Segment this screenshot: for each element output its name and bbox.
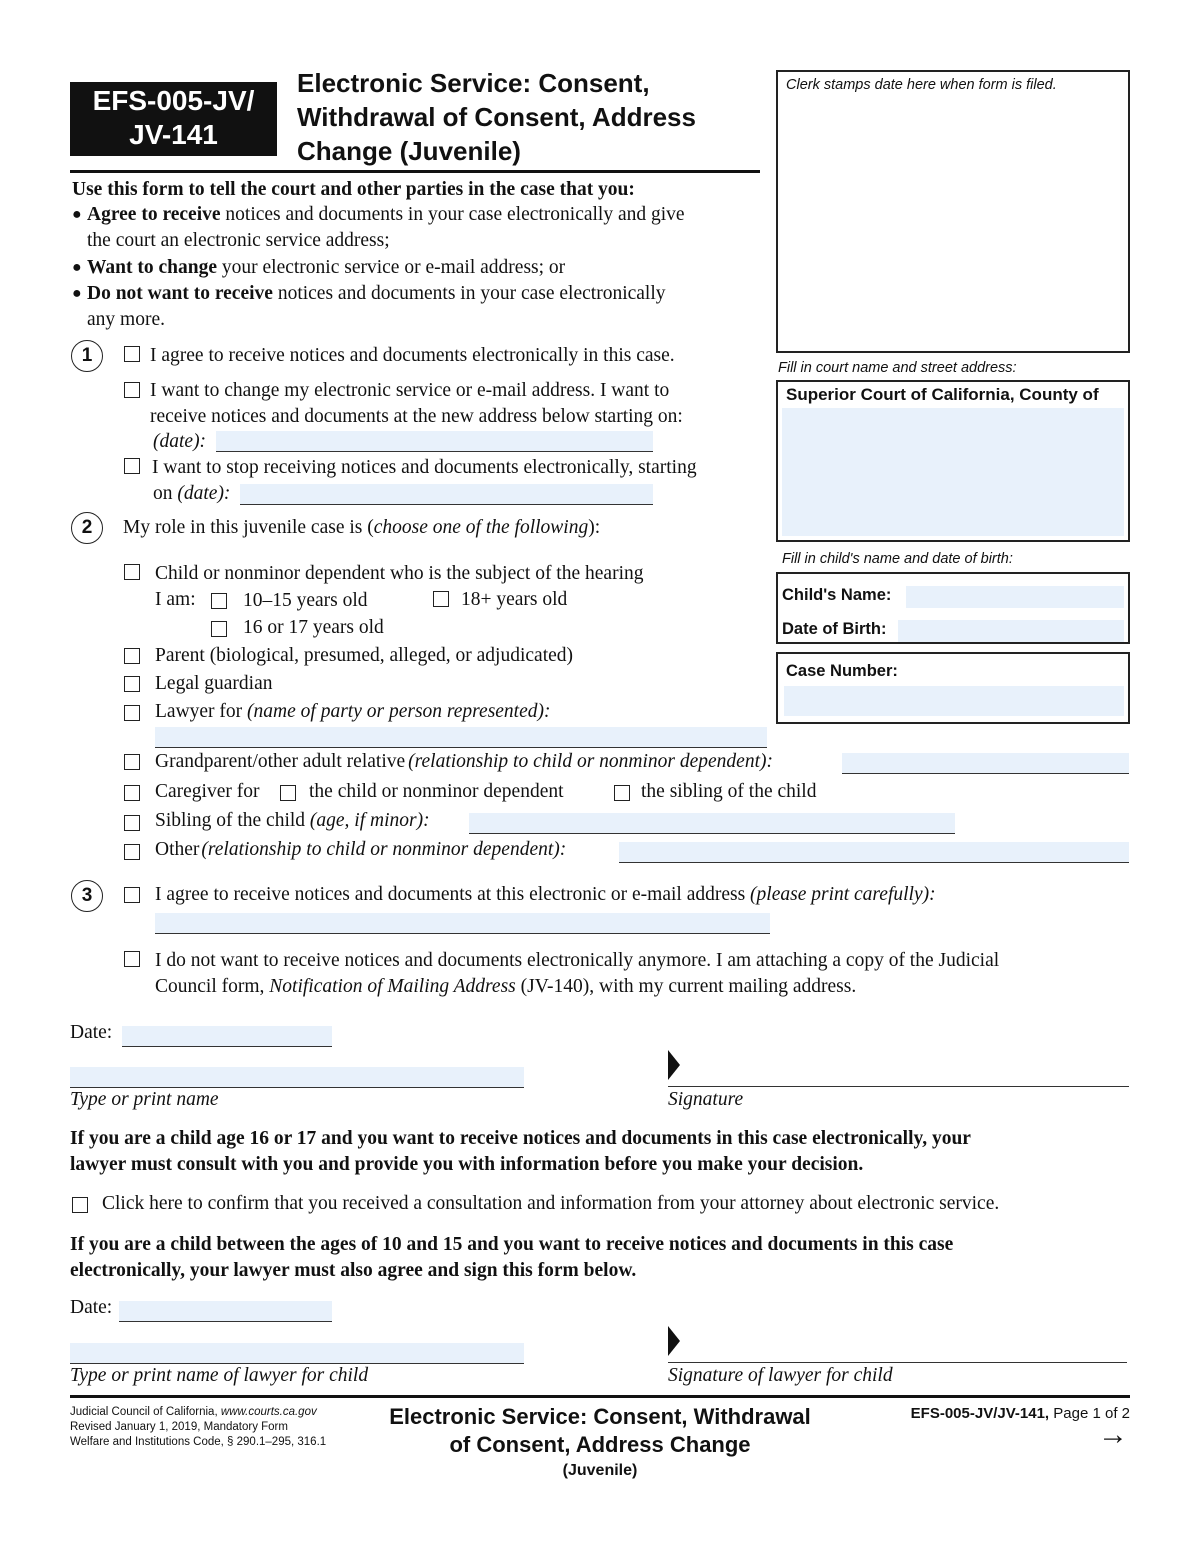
age-18-label: 18+ years old xyxy=(461,589,568,610)
intro-bullet-3 xyxy=(87,281,666,307)
lawyer-party-field[interactable] xyxy=(155,727,767,748)
child-dob-field[interactable] xyxy=(898,620,1124,642)
checkbox-agree-email[interactable] xyxy=(124,887,140,903)
footer-publisher: Judicial Council of California, xyxy=(70,1406,221,1418)
form-number-line1: EFS-005-JV/ xyxy=(92,85,255,116)
role-prompt-i: choose one of the following xyxy=(373,517,589,538)
footer-left xyxy=(70,1405,326,1450)
footer-page-number: Page 1 of 2 xyxy=(1049,1405,1130,1422)
footer-left-line2: Revised January 1, 2019, Mandatory Form xyxy=(70,1421,288,1433)
footer-left-line3: Welfare and Institutions Code, § 290.1–295, 316.1 xyxy=(70,1436,327,1448)
child-name-field[interactable] xyxy=(906,586,1124,608)
role-prompt xyxy=(123,515,600,541)
intro-b2-rest: your electronic service or e-mail address; or xyxy=(217,257,566,278)
footer-title-line3: (Juvenile) xyxy=(562,1462,638,1479)
opt-change-address-line1: I want to change my electronic service or e-mail address. I want to xyxy=(150,380,670,401)
intro-b3-bold: Do not want to receive xyxy=(87,283,273,304)
child-dob-label: Date of Birth: xyxy=(782,620,887,638)
other-relationship-field[interactable] xyxy=(619,842,1129,863)
opt-stop-line2 xyxy=(153,481,230,507)
notice-16-17-line2: lawyer must consult with you and provide you with information before you make your decision. xyxy=(70,1154,864,1175)
role-lawyer-italic: (name of party or person represented): xyxy=(247,701,551,722)
court-heading: Superior Court of California, County of xyxy=(786,385,1099,404)
signature-label: Signature xyxy=(668,1089,744,1110)
item-1-number: 1 xyxy=(71,340,103,372)
form-title xyxy=(297,66,696,168)
form-title-line3: Change (Juvenile) xyxy=(297,136,521,166)
notice-10-15-line2: electronically, your lawyer must also agree and sign this form below. xyxy=(70,1260,637,1281)
form-title-line2: Withdrawal of Consent, Address xyxy=(297,102,696,132)
print-name-field[interactable] xyxy=(70,1067,524,1088)
confirm-consultation-label: Click here to confirm that you received a consultation and information from your attorney about electronic service. xyxy=(102,1193,1000,1214)
no-electronic-line1: I do not want to receive notices and documents electronically anymore. I am attaching a copy of the Judicial xyxy=(155,950,1000,971)
date-field-2[interactable] xyxy=(119,1301,332,1322)
intro-b2-bold: Want to change xyxy=(87,257,218,278)
child-caption: Fill in child's name and date of birth: xyxy=(782,551,1013,567)
role-sibling-italic: (age, if minor): xyxy=(309,810,430,831)
footer-website: www.courts.ca.gov xyxy=(220,1406,317,1418)
intro-b3-rest: notices and documents in your case electronically xyxy=(272,283,666,304)
role-sibling-label xyxy=(155,808,430,834)
clerk-stamp-box xyxy=(776,70,1130,353)
court-caption: Fill in court name and street address: xyxy=(778,360,1017,376)
checkbox-agree-electronic[interactable] xyxy=(124,346,140,362)
role-grandparent-italic: (relationship to child or nonminor dependent): xyxy=(408,751,773,772)
date-label-1: Date: xyxy=(70,1022,113,1043)
intro-bullet-1-line2: the court an electronic service address; xyxy=(87,230,390,251)
notice-16-17-line1: If you are a child age 16 or 17 and you want to receive notices and documents in this case electronically, your xyxy=(70,1128,971,1149)
checkbox-role-child[interactable] xyxy=(124,564,140,580)
no-electronic-line2a: Council form, xyxy=(155,976,270,997)
lawyer-signature-arrow-icon xyxy=(668,1326,680,1356)
change-date-label: (date): xyxy=(153,431,207,452)
checkbox-stop-electronic[interactable] xyxy=(124,458,140,474)
print-name-label: Type or print name xyxy=(70,1089,219,1110)
checkbox-confirm-consultation[interactable] xyxy=(72,1197,88,1213)
email-address-field[interactable] xyxy=(155,913,770,934)
agree-email-label xyxy=(155,882,936,908)
opt-stop-line1: I want to stop receiving notices and documents electronically, starting xyxy=(152,457,697,478)
role-prompt-a: My role in this juvenile case is ( xyxy=(123,517,374,538)
checkbox-role-lawyer[interactable] xyxy=(124,705,140,721)
grandparent-relationship-field[interactable] xyxy=(842,753,1129,774)
child-box xyxy=(776,572,1130,644)
sibling-age-field[interactable] xyxy=(469,813,955,834)
stop-date-field[interactable] xyxy=(240,484,653,505)
stop-date-label: (date): xyxy=(177,483,231,504)
role-parent-label: Parent (biological, presumed, alleged, or adjudicated) xyxy=(155,645,574,666)
agree-email-text: I agree to receive notices and documents at this electronic or e-mail address xyxy=(155,884,751,905)
signature-arrow-icon xyxy=(668,1050,680,1080)
bullet-1: ● xyxy=(72,206,82,223)
intro-bullet-2 xyxy=(87,255,565,281)
no-electronic-form-name: Notification of Mailing Address xyxy=(269,976,516,997)
lawyer-signature-label: Signature of lawyer for child xyxy=(668,1365,893,1386)
header-rule xyxy=(70,170,760,173)
bullet-3: ● xyxy=(72,285,82,302)
checkbox-role-guardian[interactable] xyxy=(124,676,140,692)
form-title-line1: Electronic Service: Consent, xyxy=(297,68,650,98)
case-number-field[interactable] xyxy=(784,686,1124,716)
case-number-label: Case Number: xyxy=(786,662,898,680)
i-am-label: I am: xyxy=(155,589,196,610)
footer-title-line2: of Consent, Address Change xyxy=(449,1432,751,1457)
item-3-number: 3 xyxy=(71,880,103,912)
change-date-field[interactable] xyxy=(216,431,653,452)
intro-bullet-3-line2: any more. xyxy=(87,309,165,330)
court-box xyxy=(776,380,1130,542)
checkbox-role-grandparent[interactable] xyxy=(124,754,140,770)
role-other-italic: (relationship to child or nonminor dependent): xyxy=(201,839,567,860)
checkbox-role-parent[interactable] xyxy=(124,648,140,664)
opt-stop-on: on xyxy=(153,483,178,504)
footer-rule xyxy=(70,1395,1130,1398)
role-child-label: Child or nonminor dependent who is the subject of the hearing xyxy=(155,563,644,584)
checkbox-role-other[interactable] xyxy=(124,844,140,860)
age-16-17-label: 16 or 17 years old xyxy=(243,617,384,638)
no-electronic-line2 xyxy=(155,974,856,1000)
checkbox-age-10-15[interactable] xyxy=(211,593,227,609)
lawyer-name-field[interactable] xyxy=(70,1343,524,1364)
intro-b1-bold: Agree to receive xyxy=(87,204,221,225)
notice-10-15-line1: If you are a child between the ages of 10 and 15 and you want to receive notices and documents in this case xyxy=(70,1234,954,1255)
role-caregiver-label: Caregiver for xyxy=(155,781,260,802)
role-prompt-b: ): xyxy=(588,517,601,538)
item-2-number: 2 xyxy=(71,512,103,544)
footer-left-line1 xyxy=(70,1405,326,1420)
no-electronic-line2b: (JV-140), with my current mailing address. xyxy=(515,976,857,997)
role-lawyer-label xyxy=(155,699,551,725)
footer-title xyxy=(360,1403,840,1483)
date-field-1[interactable] xyxy=(122,1026,332,1047)
child-name-label: Child's Name: xyxy=(782,586,892,604)
caregiver-sibling-label: the sibling of the child xyxy=(641,781,817,802)
checkbox-caregiver-child[interactable] xyxy=(280,785,296,801)
court-name-field[interactable] xyxy=(782,408,1124,536)
checkbox-caregiver-sibling[interactable] xyxy=(614,785,630,801)
checkbox-no-electronic[interactable] xyxy=(124,951,140,967)
bullet-2: ● xyxy=(72,259,82,276)
age-10-15-label: 10–15 years old xyxy=(243,590,368,611)
role-sibling-text: Sibling of the child xyxy=(155,810,310,831)
role-lawyer-text: Lawyer for xyxy=(155,701,248,722)
case-number-box xyxy=(776,652,1130,724)
caregiver-child-label: the child or nonminor dependent xyxy=(309,781,564,802)
role-other-text: Other xyxy=(155,839,200,860)
checkbox-change-address[interactable] xyxy=(124,382,140,398)
checkbox-age-18[interactable] xyxy=(433,591,449,607)
intro-heading: Use this form to tell the court and other parties in the case that you: xyxy=(72,179,635,200)
date-label-2: Date: xyxy=(70,1297,113,1318)
opt-change-address-line2: receive notices and documents at the new address below starting on: xyxy=(150,406,683,427)
footer-title-line1: Electronic Service: Consent, Withdrawal xyxy=(389,1404,811,1429)
role-grandparent-text: Grandparent/other adult relative xyxy=(155,751,406,772)
checkbox-role-sibling[interactable] xyxy=(124,815,140,831)
opt-agree-electronic: I agree to receive notices and documents electronically in this case. xyxy=(150,345,675,366)
role-other-label xyxy=(155,837,566,863)
role-grandparent-label xyxy=(155,749,773,775)
intro-b1-rest: notices and documents in your case electronically and give xyxy=(220,204,685,225)
form-number-line2: JV-141 xyxy=(129,119,218,150)
checkbox-age-16-17[interactable] xyxy=(211,621,227,637)
agree-email-italic: (please print carefully): xyxy=(750,884,936,905)
footer-form-number: EFS-005-JV/JV-141, xyxy=(910,1405,1050,1422)
clerk-stamp-label: Clerk stamps date here when form is filed. xyxy=(786,77,1057,93)
role-guardian-label: Legal guardian xyxy=(155,673,273,694)
intro-bullet-1 xyxy=(87,202,685,228)
checkbox-role-caregiver[interactable] xyxy=(124,785,140,801)
next-page-arrow-icon[interactable]: → xyxy=(1098,1418,1128,1451)
form-number-badge xyxy=(70,82,277,156)
lawyer-name-label: Type or print name of lawyer for child xyxy=(70,1365,369,1386)
